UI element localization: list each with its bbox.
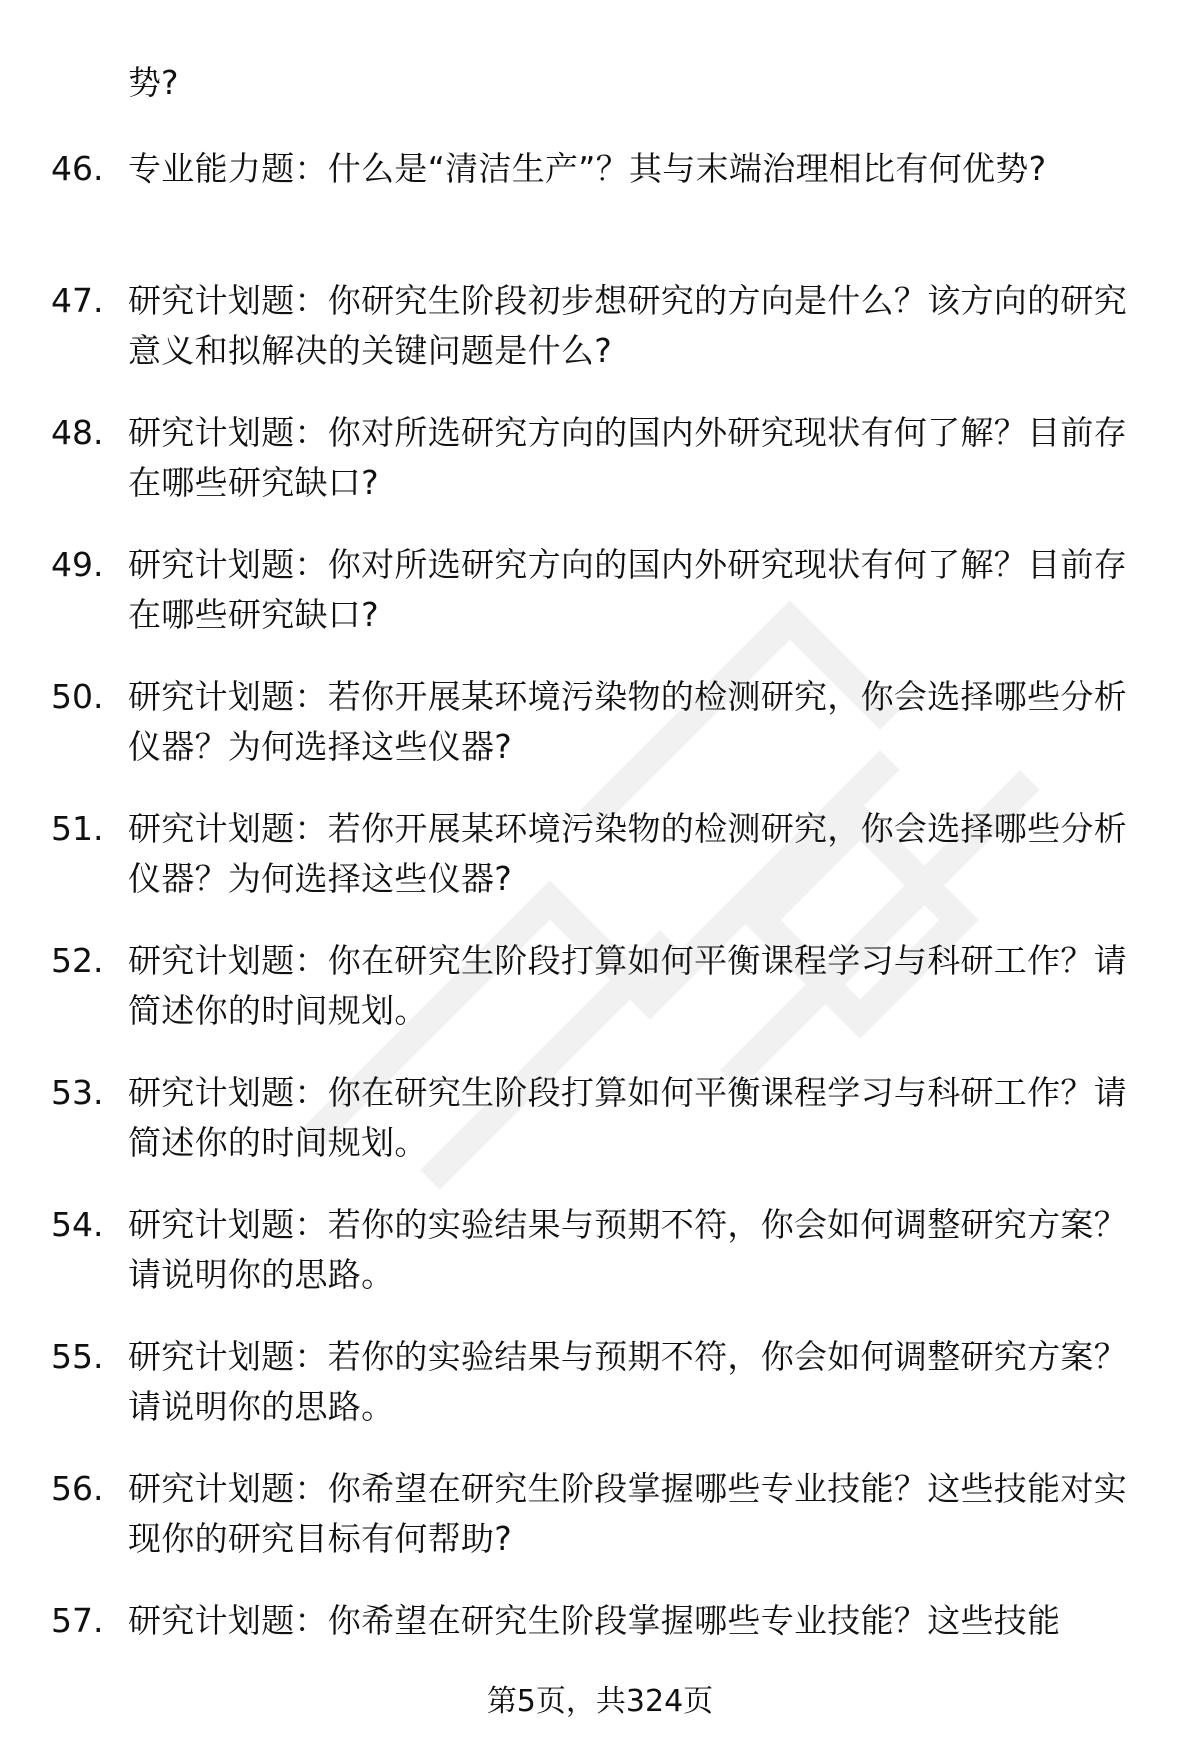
question-item (0, 1464, 1200, 1596)
question-item (0, 276, 1200, 408)
question-item (0, 1068, 1200, 1200)
question-text: 研究计划题：若你的实验结果与预期不符，你会如何调整研究方案？请说明你的思路。 (128, 1337, 1127, 1426)
question-item (0, 408, 1200, 540)
question-number: 54. (51, 1205, 104, 1244)
question-number: 53. (51, 1073, 104, 1112)
question-text: 研究计划题：你研究生阶段初步想研究的方向是什么？该方向的研究意义和拟解决的关键问题是什么? (128, 281, 1127, 370)
question-text: 研究计划题：若你的实验结果与预期不符，你会如何调整研究方案？请说明你的思路。 (128, 1205, 1127, 1294)
question-item (0, 672, 1200, 804)
question-number: 55. (51, 1337, 104, 1376)
question-number: 48. (51, 413, 104, 452)
question-text: 研究计划题：你希望在研究生阶段掌握哪些专业技能？这些技能 (128, 1601, 1061, 1640)
question-number: 51. (51, 809, 104, 848)
question-list (0, 144, 1200, 1728)
previous-question-continuation: 势? (128, 63, 179, 102)
question-number: 46. (51, 149, 104, 188)
question-text: 研究计划题：你对所选研究方向的国内外研究现状有何了解？目前存在哪些研究缺口? (128, 413, 1127, 502)
question-number: 49. (51, 545, 104, 584)
page-footer: 第5页，共324页 (486, 1684, 714, 1719)
question-item (0, 1332, 1200, 1464)
question-item (0, 144, 1200, 276)
question-number: 52. (51, 941, 104, 980)
question-text: 研究计划题：若你开展某环境污染物的检测研究，你会选择哪些分析仪器？为何选择这些仪器? (128, 677, 1127, 766)
question-item (0, 936, 1200, 1068)
question-number: 56. (51, 1469, 104, 1508)
question-number: 50. (51, 677, 104, 716)
question-text: 研究计划题：你在研究生阶段打算如何平衡课程学习与科研工作？请简述你的时间规划。 (128, 1073, 1127, 1162)
question-text: 研究计划题：你对所选研究方向的国内外研究现状有何了解？目前存在哪些研究缺口? (128, 545, 1127, 634)
question-text: 研究计划题：若你开展某环境污染物的检测研究，你会选择哪些分析仪器？为何选择这些仪器? (128, 809, 1127, 898)
question-item (0, 1200, 1200, 1332)
question-item (0, 804, 1200, 936)
question-text: 研究计划题：你希望在研究生阶段掌握哪些专业技能？这些技能对实现你的研究目标有何帮助? (128, 1469, 1127, 1558)
question-text: 专业能力题：什么是“清洁生产”？其与末端治理相比有何优势? (128, 149, 1047, 188)
question-text: 研究计划题：你在研究生阶段打算如何平衡课程学习与科研工作？请简述你的时间规划。 (128, 941, 1127, 1030)
question-item (0, 540, 1200, 672)
question-number: 47. (51, 281, 104, 320)
question-number: 57. (51, 1601, 104, 1640)
